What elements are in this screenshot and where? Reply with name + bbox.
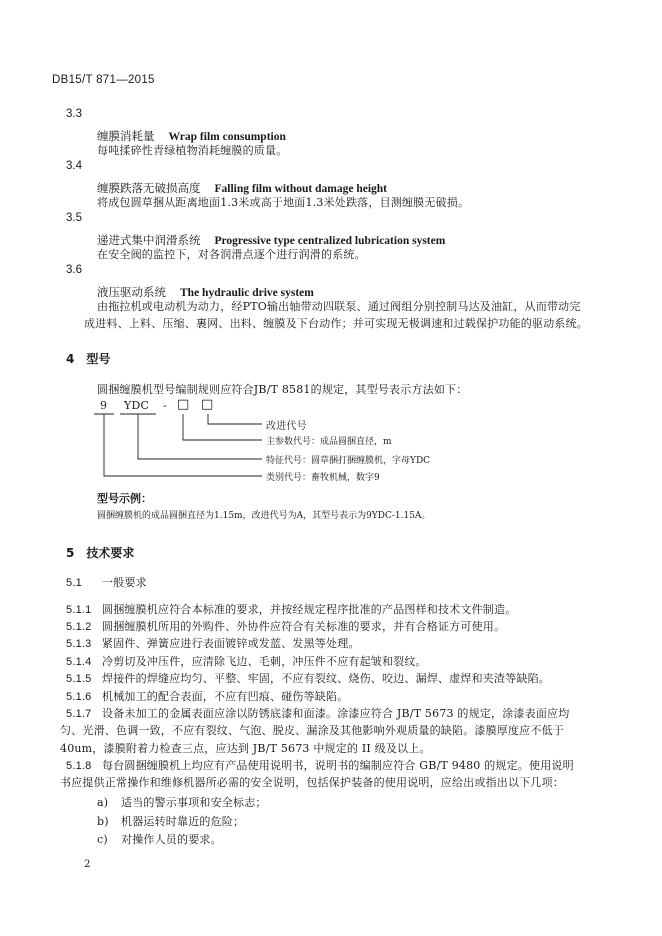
subsection-title bbox=[66, 574, 147, 590]
term-title-en: Wrap film consumption bbox=[168, 131, 286, 143]
list-text: 机器运转时靠近的危险； bbox=[121, 815, 245, 828]
code-class: 9 bbox=[100, 399, 108, 412]
list-label: a) bbox=[97, 796, 109, 809]
item-number: 5.1.3 bbox=[66, 638, 92, 650]
item-text: 紧固件、弹簧应进行表面镀锌或发蓝、发黑等处理。 bbox=[102, 637, 360, 650]
legend-improve: 改进代号 bbox=[266, 421, 307, 432]
item-text-continued: 40um，漆膜附着力检查三点，应达到 JB/T 5673 中规定的 II 级及以上。 bbox=[60, 742, 431, 755]
section-intro: 圆捆缠膜机型号编制规则应符合JB/T 8581的规定，其型号表示方法如下： bbox=[97, 383, 468, 396]
item-number: 5.1.2 bbox=[66, 621, 92, 633]
requirement-item bbox=[66, 653, 427, 669]
code-param-box: □ bbox=[177, 397, 190, 412]
code-feature: YDC bbox=[124, 399, 150, 412]
item-number: 5.1.5 bbox=[66, 673, 92, 685]
item-number: 5.1.6 bbox=[66, 691, 92, 703]
requirement-item bbox=[66, 635, 360, 651]
example-text: 圆捆缠膜机的成品圆捆直径为1.15m，改进代号为A，其型号表示为9YDC-1.15A。 bbox=[97, 511, 431, 521]
term-definition: 将成包圆草捆从距离地面1.3米或高于地面1.3米处跌落，目测缠膜无破损。 bbox=[97, 196, 470, 209]
requirement-item bbox=[66, 757, 574, 773]
term-definition: 在安全阀的监控下，对各润滑点逐个进行润滑的系统。 bbox=[97, 248, 366, 261]
legend-param: 主参数代号：成品圆捆直径，m bbox=[266, 437, 392, 447]
item-text: 圆捆缠膜机所用的外购件、外协件应符合有关标准的要求，并有合格证方可使用。 bbox=[102, 620, 506, 633]
requirement-item bbox=[66, 670, 550, 686]
list-text: 对操作人员的要求。 bbox=[121, 833, 222, 846]
code-improve-box: □ bbox=[201, 397, 214, 412]
term-number: 3.5 bbox=[66, 212, 82, 224]
term-title-en: The hydraulic drive system bbox=[180, 287, 314, 299]
item-text: 冷剪切及冲压件，应清除飞边、毛刺，冲压件不应有起皱和裂纹。 bbox=[102, 655, 427, 668]
page-number: 2 bbox=[84, 859, 91, 870]
subsection-number: 5.1 bbox=[66, 577, 82, 589]
item-number: 5.1.4 bbox=[66, 656, 92, 668]
code-dash: - bbox=[163, 399, 167, 412]
term-title-zh: 液压驱动系统 bbox=[97, 285, 166, 299]
list-item bbox=[97, 831, 222, 847]
term-number: 3.6 bbox=[66, 264, 82, 276]
leader-param bbox=[183, 414, 262, 440]
document-header: DB15/T 871—2015 bbox=[52, 74, 155, 86]
item-text: 焊接件的焊缝应均匀、平整、牢固，不应有裂纹、烧伤、咬边、漏焊、虚焊和夹渣等缺陷。 bbox=[102, 672, 550, 685]
item-text-continued: 匀、光滑、色调一致，不应有裂纹、气泡、脱皮、漏涂及其他影响外观质量的缺陷。漆膜厚度应不低于 bbox=[60, 724, 564, 737]
section-title: 5 技术要求 bbox=[66, 546, 135, 560]
item-text: 圆捆缠膜机应符合本标准的要求，并按经规定程序批准的产品图样和技术文件制造。 bbox=[102, 603, 517, 616]
term-definition-line: 成进料、上料、压缩、裹网、出料、缠膜及下台动作；并可实现无极调速和过载保护功能的驱动系统。 bbox=[84, 317, 588, 330]
item-text: 设备未加工的金属表面应涂以防锈底漆和面漆。涂漆应符合 JB/T 5673 的规定，涂漆表面应均 bbox=[102, 707, 570, 720]
requirement-item bbox=[66, 688, 348, 704]
requirement-item bbox=[66, 618, 505, 634]
section-title: 4 型号 bbox=[66, 352, 111, 366]
legend-class: 类别代号：畜牧机械，数字9 bbox=[266, 473, 380, 483]
term-definition-line: 由拖拉机或电动机为动力，经PTO输出轴带动四联泵、通过阀组分别控制马达及油缸，从而带动完 bbox=[97, 300, 581, 313]
term-title-zh: 缠膜跌落无破损高度 bbox=[97, 181, 201, 195]
item-number: 5.1.7 bbox=[66, 708, 92, 720]
leader-feature bbox=[138, 414, 262, 459]
item-number: 5.1.1 bbox=[66, 604, 92, 616]
leader-improve bbox=[208, 414, 262, 424]
list-label: c) bbox=[97, 833, 108, 846]
list-text: 适当的警示事项和安全标志； bbox=[121, 796, 267, 809]
item-text-continued: 书应提供正常操作和维修机器所必需的安全说明，包括保护装备的使用说明，应给出或指出以下几项： bbox=[60, 776, 564, 789]
requirement-item bbox=[66, 705, 569, 721]
term-number: 3.3 bbox=[66, 108, 82, 120]
item-text: 机械加工的配合表面，不应有凹痕、碰伤等缺陷。 bbox=[102, 690, 349, 703]
term-title-en: Progressive type centralized lubrication system bbox=[214, 235, 446, 247]
term-definition: 每吨揉碎性青绿植物消耗缠膜的质量。 bbox=[97, 144, 288, 157]
list-label: b) bbox=[97, 815, 109, 828]
term-title-zh: 递进式集中润滑系统 bbox=[97, 233, 201, 247]
requirement-item bbox=[66, 601, 516, 617]
subsection-label: 一般要求 bbox=[102, 576, 147, 589]
item-text: 每台圆捆缠膜机上均应有产品使用说明书，说明书的编制应符合 GB/T 9480 的规定。使用说明 bbox=[102, 759, 574, 772]
item-number: 5.1.8 bbox=[66, 760, 92, 772]
example-title: 型号示例： bbox=[97, 492, 152, 505]
list-item bbox=[97, 794, 267, 810]
term-title-en: Falling film without damage height bbox=[214, 183, 388, 195]
list-item bbox=[97, 813, 244, 829]
legend-feature: 特征代号：圆草捆打捆缠膜机，字母YDC bbox=[266, 456, 431, 466]
term-number: 3.4 bbox=[66, 160, 82, 172]
term-title-zh: 缠膜消耗量 bbox=[97, 129, 155, 143]
